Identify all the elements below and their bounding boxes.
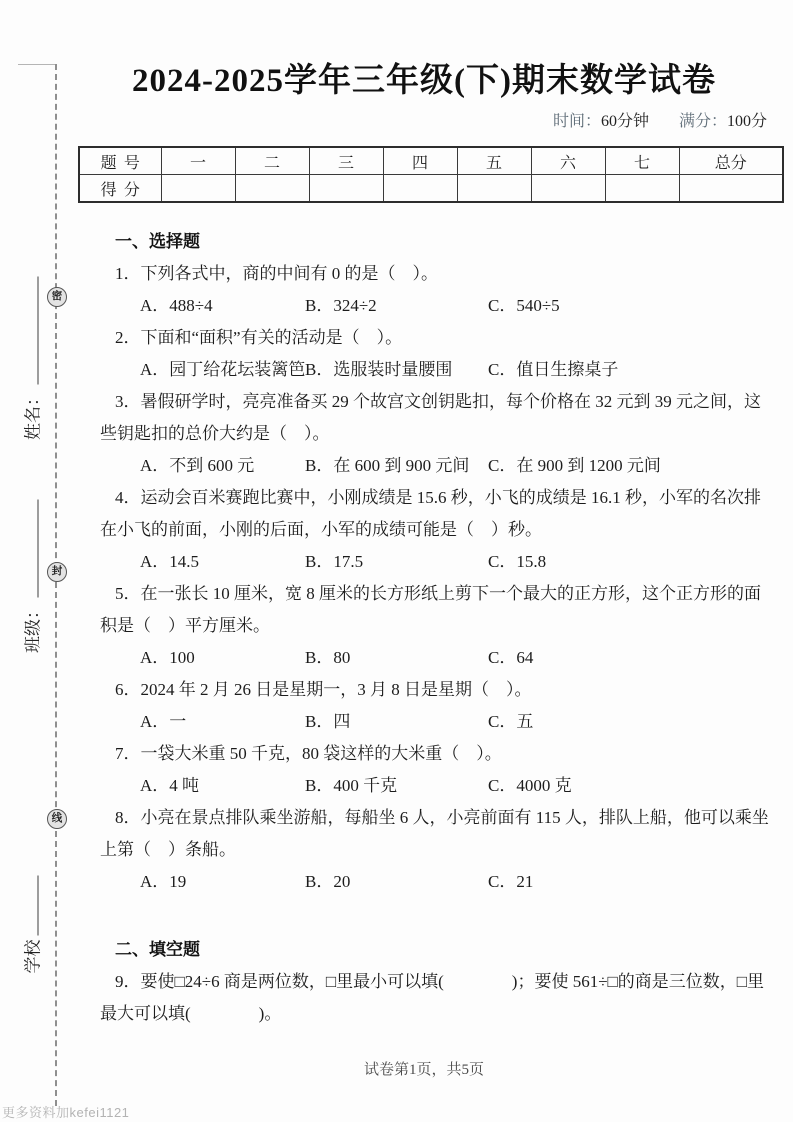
option-b: B．17.5 bbox=[305, 552, 364, 571]
options-row bbox=[100, 642, 770, 674]
student-class-blank bbox=[19, 487, 44, 667]
score-empty-cell bbox=[605, 175, 679, 203]
option-a: A．不到 600 元 bbox=[140, 456, 255, 475]
score-table-header-cell: 四 bbox=[383, 147, 457, 175]
seal-char-xian: 线 bbox=[47, 809, 67, 829]
option-b: B．四 bbox=[305, 712, 351, 731]
question-text: 3．暑假研学时，亮亮准备买 29 个故宫文创钥匙扣，每个价格在 32 元到 39 元之间，这些钥匙扣的总价大约是（ ）。 bbox=[100, 392, 761, 443]
watermark-text: 更多资料加kefei1121 bbox=[2, 1105, 130, 1120]
seal-char-mi: 密 bbox=[47, 287, 67, 307]
option-a: A．4 吨 bbox=[140, 776, 200, 795]
option-b: B．400 千克 bbox=[305, 776, 398, 795]
score-table-header-cell: 三 bbox=[309, 147, 383, 175]
question-text: 9．要使□24÷6 商是两位数，□里最小可以填( )；要使 561÷□的商是三位数，□里最大可以填( )。 bbox=[100, 972, 765, 1023]
score-empty-cell bbox=[235, 175, 309, 203]
student-name-blank bbox=[19, 264, 44, 454]
options-row bbox=[100, 354, 770, 386]
option-b: B．80 bbox=[305, 648, 351, 667]
question-text: 5．在一张长 10 厘米，宽 8 厘米的长方形纸上剪下一个最大的正方形，这个正方形的面积是（ ）平方厘米。 bbox=[100, 584, 761, 635]
page-number-footer: 试卷第1页，共5页 bbox=[363, 1062, 484, 1078]
question-text: 6．2024 年 2 月 26 日是星期一，3 月 8 日是星期（ ）。 bbox=[115, 680, 532, 699]
question-text: 1．下列各式中，商的中间有 0 的是（ ）。 bbox=[115, 264, 438, 283]
option-a: A．100 bbox=[140, 648, 195, 667]
question-text: 2．下面和“面积”有关的活动是（ ）。 bbox=[115, 328, 403, 347]
school-write-line bbox=[36, 876, 39, 936]
option-c: C．15.8 bbox=[488, 552, 547, 571]
score-empty-cell bbox=[457, 175, 531, 203]
options-row bbox=[100, 290, 770, 322]
option-c: C．值日生擦桌子 bbox=[488, 360, 619, 379]
option-a: A．19 bbox=[140, 872, 187, 891]
option-a: A．一 bbox=[140, 712, 187, 731]
option-b: B．20 bbox=[305, 872, 351, 891]
score-empty-cell bbox=[383, 175, 457, 203]
section-heading: 一、选择题 bbox=[115, 232, 200, 251]
score-table-header-cell: 一 bbox=[161, 147, 235, 175]
options-row bbox=[100, 546, 770, 578]
question-text: 8．小亮在景点排队乘坐游船，每船坐 6 人，小亮前面有 115 人，排队上船，他可以乘坐上第（ ）条船。 bbox=[100, 808, 769, 859]
seal-char-feng: 封 bbox=[47, 562, 67, 582]
score-table-score-row bbox=[79, 175, 783, 203]
questions-area bbox=[100, 226, 770, 1030]
score-table-header-cell: 六 bbox=[531, 147, 605, 175]
score-table-header-cell: 七 bbox=[605, 147, 679, 175]
student-school-blank bbox=[19, 859, 44, 991]
options-row bbox=[100, 866, 770, 898]
score-table-header-cell: 二 bbox=[235, 147, 309, 175]
score-empty-cell bbox=[161, 175, 235, 203]
section-heading: 二、填空题 bbox=[115, 940, 200, 959]
exam-section bbox=[100, 226, 770, 898]
options-row bbox=[100, 706, 770, 738]
school-label: 学校 bbox=[23, 939, 43, 974]
option-a: A．园丁给花坛装篱笆 bbox=[140, 360, 306, 379]
class-write-line bbox=[36, 500, 39, 598]
score-row-label-cell: 得分 bbox=[79, 175, 161, 203]
page-title: 2024-2025学年三年级(下)期末数学试卷 bbox=[132, 63, 716, 99]
time-label: 时间： bbox=[552, 113, 601, 130]
full-score-value: 100分 bbox=[726, 113, 767, 130]
margin-tick-line bbox=[18, 64, 55, 65]
time-value: 60分钟 bbox=[600, 113, 649, 130]
option-c: C．540÷5 bbox=[488, 296, 560, 315]
option-c: C．在 900 到 1200 元间 bbox=[488, 456, 661, 475]
option-c: C．五 bbox=[488, 712, 534, 731]
class-label: 班级： bbox=[23, 602, 43, 653]
name-label: 姓名： bbox=[23, 389, 43, 440]
options-row bbox=[100, 450, 770, 482]
score-table-header-cell: 总分 bbox=[679, 147, 783, 175]
question-text: 7．一袋大米重 50 千克，80 袋这样的大米重（ ）。 bbox=[115, 744, 502, 763]
option-a: A．14.5 bbox=[140, 552, 200, 571]
question-text: 4．运动会百米赛跑比赛中，小刚成绩是 15.6 秒，小飞的成绩是 16.1 秒，小军的名次排在小飞的前面，小刚的后面，小军的成绩可能是（ ）秒。 bbox=[100, 488, 761, 539]
option-b: B．选服装时量腰围 bbox=[305, 360, 453, 379]
score-table-header-cell: 五 bbox=[457, 147, 531, 175]
name-write-line bbox=[36, 277, 39, 385]
full-score-label: 满分： bbox=[678, 113, 727, 130]
option-c: C．4000 克 bbox=[488, 776, 572, 795]
score-table-header-cell: 题号 bbox=[79, 147, 161, 175]
score-empty-cell bbox=[679, 175, 783, 203]
exam-meta bbox=[553, 108, 767, 131]
score-table bbox=[78, 146, 784, 203]
seal-dashed-line bbox=[55, 64, 57, 1106]
option-b: B．324÷2 bbox=[305, 296, 377, 315]
option-c: C．21 bbox=[488, 872, 534, 891]
option-b: B．在 600 到 900 元间 bbox=[305, 456, 470, 475]
score-empty-cell bbox=[531, 175, 605, 203]
options-row bbox=[100, 770, 770, 802]
score-empty-cell bbox=[309, 175, 383, 203]
score-table-header-row bbox=[79, 147, 783, 175]
option-c: C．64 bbox=[488, 648, 534, 667]
option-a: A．488÷4 bbox=[140, 296, 213, 315]
exam-section bbox=[100, 934, 770, 1030]
